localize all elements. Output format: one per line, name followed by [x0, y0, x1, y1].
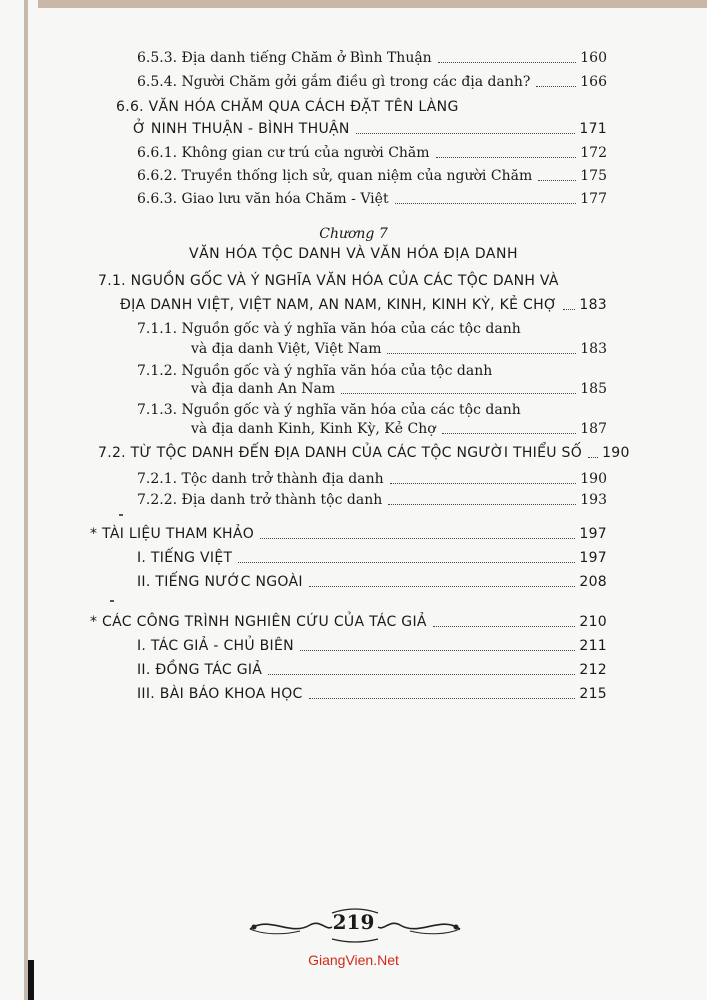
toc-entry-page: 211	[579, 638, 607, 654]
toc-entry-co-author	[137, 661, 607, 679]
leader-dots	[433, 626, 576, 627]
toc-entry-label: II. ĐỒNG TÁC GIẢ	[137, 662, 263, 678]
toc-entry-label: và địa danh Kinh, Kinh Kỳ, Kẻ Chợ	[191, 421, 436, 437]
leader-dots	[395, 203, 577, 204]
toc-entry-7-1-1-line2	[191, 340, 607, 358]
toc-entry-page: 210	[579, 614, 607, 630]
watermark-site: GiangVien.Net	[308, 952, 399, 968]
leader-dots	[442, 433, 577, 434]
toc-section-7-1-line2	[120, 296, 607, 314]
toc-entry-page: 177	[580, 191, 607, 207]
leader-dots	[300, 650, 575, 651]
toc-entry-page: 171	[579, 121, 607, 137]
toc-entry-page: 160	[580, 50, 607, 66]
leader-dots	[588, 457, 598, 458]
toc-entry-page: 185	[580, 381, 607, 397]
chapter-title: VĂN HÓA TỘC DANH VÀ VĂN HÓA ĐỊA DANH	[189, 246, 518, 262]
toc-entry-6-6-2	[137, 167, 607, 185]
leader-dots	[341, 393, 576, 394]
leader-dots	[390, 483, 577, 484]
toc-entry-page: 193	[580, 492, 607, 508]
toc-section-author-works	[90, 613, 607, 631]
toc-entry-7-1-2-line1: 7.1.2. Nguồn gốc và ý nghĩa văn hóa của tộc danh	[137, 363, 493, 379]
toc-entry-label: 6.6.1. Không gian cư trú của người Chăm	[137, 145, 430, 161]
leader-dots	[536, 86, 576, 87]
toc-section-references	[90, 525, 607, 543]
toc-entry-label: và địa danh Việt, Việt Nam	[191, 341, 382, 357]
toc-section-7-1-line1: 7.1. NGUỒN GỐC VÀ Ý NGHĨA VĂN HÓA CỦA CÁC TỘC DANH VÀ	[98, 273, 559, 289]
toc-entry-label: * TÀI LIỆU THAM KHẢO	[90, 526, 255, 542]
toc-entry-page: 183	[580, 341, 607, 357]
leader-dots	[438, 62, 577, 63]
separator-mark	[110, 600, 114, 602]
toc-entry-6-6-1	[137, 144, 607, 162]
toc-entry-page: 197	[579, 526, 607, 542]
leader-dots	[356, 133, 576, 134]
leader-dots	[387, 353, 576, 354]
toc-entry-7-2-1	[137, 470, 607, 488]
toc-entry-ref-foreign	[137, 573, 607, 591]
toc-entry-page: 215	[579, 686, 607, 702]
toc-entry-label: II. TIẾNG NƯỚC NGOÀI	[137, 574, 303, 590]
toc-entry-label: 6.6.3. Giao lưu văn hóa Chăm - Việt	[137, 191, 389, 207]
toc-entry-label: 6.6.2. Truyền thống lịch sử, quan niệm của người Chăm	[137, 168, 533, 184]
toc-entry-7-1-2-line2	[191, 380, 607, 398]
toc-entry-7-2-2	[137, 491, 607, 509]
toc-entry-label: 7.2. TỪ TỘC DANH ĐẾN ĐỊA DANH CỦA CÁC TỘC NGƯỜI THIỂU SỐ	[98, 445, 583, 461]
toc-entry-7-1-1-line1: 7.1.1. Nguồn gốc và ý nghĩa văn hóa của các tộc danh	[137, 321, 521, 337]
toc-entry-7-1-3-line2	[191, 420, 607, 438]
toc-entry-label: ĐỊA DANH VIỆT, VIỆT NAM, AN NAM, KINH, KINH KỲ, KẺ CHỢ	[120, 297, 558, 313]
toc-entry-6-5-3	[137, 49, 607, 67]
leader-dots	[538, 180, 576, 181]
page-number: 219	[332, 910, 375, 934]
toc-entry-label: 6.5.4. Người Chăm gởi gắm điều gì trong các địa danh?	[137, 74, 531, 90]
toc-entry-label: 7.2.1. Tộc danh trở thành địa danh	[137, 471, 384, 487]
leader-dots	[268, 674, 575, 675]
toc-entry-articles	[137, 685, 607, 703]
toc-entry-6-6-3	[137, 190, 607, 208]
leader-dots	[309, 586, 576, 587]
toc-entry-page: 190	[602, 445, 630, 461]
toc-section-7-2	[98, 444, 630, 462]
separator-mark	[119, 514, 123, 516]
toc-entry-page: 197	[579, 550, 607, 566]
toc-entry-page: 212	[579, 662, 607, 678]
toc-section-6-6-line2	[133, 120, 607, 138]
leader-dots	[563, 309, 575, 310]
toc-entry-page: 208	[579, 574, 607, 590]
toc-entry-label: Ở NINH THUẬN - BÌNH THUẬN	[133, 121, 350, 137]
toc-section-6-6-line1: 6.6. VĂN HÓA CHĂM QUA CÁCH ĐẶT TÊN LÀNG	[116, 99, 459, 115]
toc-entry-label: * CÁC CÔNG TRÌNH NGHIÊN CỨU CỦA TÁC GIẢ	[90, 614, 427, 630]
toc-entry-page: 175	[580, 168, 607, 184]
chapter-number: Chương 7	[319, 226, 388, 242]
leader-dots	[238, 562, 575, 563]
leader-dots	[309, 698, 576, 699]
toc-entry-page: 190	[580, 471, 607, 487]
toc-entry-page: 172	[580, 145, 607, 161]
toc-entry-label: 6.5.3. Địa danh tiếng Chăm ở Bình Thuận	[137, 50, 432, 66]
toc-entry-ref-vietnamese	[137, 549, 607, 567]
toc-entry-page: 187	[580, 421, 607, 437]
toc-entry-7-1-3-line1: 7.1.3. Nguồn gốc và ý nghĩa văn hóa của các tộc danh	[137, 402, 521, 418]
leader-dots	[436, 157, 577, 158]
toc-entry-6-5-4	[137, 73, 607, 91]
toc-entry-label: III. BÀI BÁO KHOA HỌC	[137, 686, 303, 702]
toc-entry-author-editor	[137, 637, 607, 655]
toc-entry-label: và địa danh An Nam	[191, 381, 336, 397]
leader-dots	[388, 504, 576, 505]
toc-entry-label: 7.2.2. Địa danh trở thành tộc danh	[137, 492, 383, 508]
toc-entry-page: 183	[579, 297, 607, 313]
leader-dots	[260, 538, 575, 539]
toc-entry-label: I. TIẾNG VIỆT	[137, 550, 233, 566]
toc-entry-page: 166	[580, 74, 607, 90]
toc-entry-label: I. TÁC GIẢ - CHỦ BIÊN	[137, 638, 294, 654]
